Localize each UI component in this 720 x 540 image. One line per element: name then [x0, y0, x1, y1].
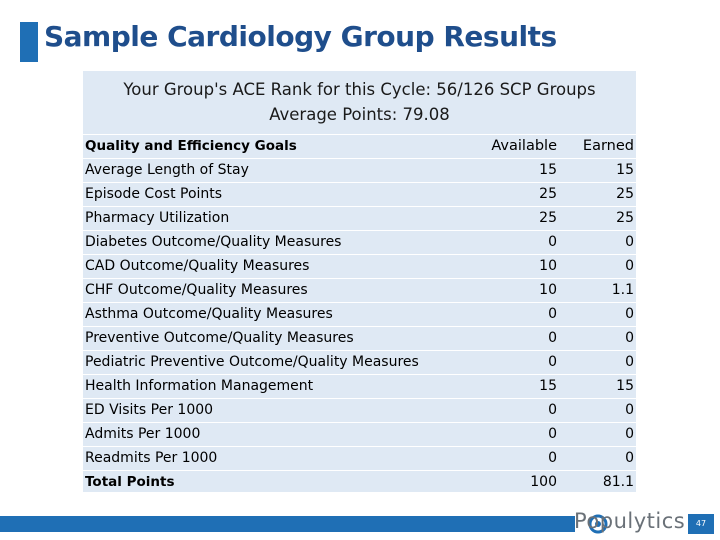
title-accent-bar: [20, 22, 38, 62]
earned-cell: 0: [625, 234, 634, 250]
available-cell: 0: [548, 330, 557, 346]
table-row: [83, 447, 636, 471]
total-row: [83, 471, 636, 494]
earned-cell: 25: [616, 186, 634, 202]
available-cell: 15: [539, 162, 557, 178]
table-row: [83, 255, 636, 279]
table-row: [83, 207, 636, 231]
earned-cell: 15: [616, 162, 634, 178]
table-row: [83, 375, 636, 399]
available-cell: 10: [539, 282, 557, 298]
available-cell: 10: [539, 258, 557, 274]
column-header-goals: Quality and Efficiency Goals: [85, 138, 297, 154]
table-row: [83, 159, 636, 183]
available-cell: 15: [539, 378, 557, 394]
goal-cell: CAD Outcome/Quality Measures: [85, 258, 310, 274]
table-row: [83, 327, 636, 351]
goal-cell: Health Information Management: [85, 378, 314, 394]
column-header-earned: Earned: [582, 138, 634, 154]
earned-cell: 0: [625, 354, 634, 370]
populytics-logo: Populytics: [574, 509, 686, 533]
table-row: [83, 303, 636, 327]
goal-cell: Readmits Per 1000: [85, 450, 218, 466]
available-cell: 0: [548, 450, 557, 466]
earned-cell: 0: [625, 306, 634, 322]
available-cell: 0: [548, 354, 557, 370]
goal-cell: Admits Per 1000: [85, 426, 201, 442]
table-row: [83, 399, 636, 423]
slide-title: Sample Cardiology Group Results: [44, 20, 557, 53]
total-earned: 81.1: [602, 474, 634, 490]
available-cell: 0: [548, 402, 557, 418]
rank-line: Your Group's ACE Rank for this Cycle: 56/126 SCP Groups: [123, 80, 596, 99]
available-cell: 0: [548, 234, 557, 250]
average-points-line: Average Points: 79.08: [269, 105, 450, 124]
table-row: [83, 231, 636, 255]
table-header-row: [83, 135, 636, 159]
goal-cell: Pediatric Preventive Outcome/Quality Measures: [85, 354, 419, 370]
goal-cell: Diabetes Outcome/Quality Measures: [85, 234, 342, 250]
available-cell: 0: [548, 306, 557, 322]
earned-cell: 0: [625, 450, 634, 466]
earned-cell: 15: [616, 378, 634, 394]
goal-cell: ED Visits Per 1000: [85, 402, 214, 418]
earned-cell: 0: [625, 426, 634, 442]
available-cell: 25: [539, 186, 557, 202]
earned-cell: 25: [616, 210, 634, 226]
column-header-available: Available: [491, 138, 557, 154]
available-cell: 0: [548, 426, 557, 442]
table-row: [83, 279, 636, 303]
table-row: [83, 423, 636, 447]
page-number: 47: [688, 514, 714, 534]
earned-cell: 0: [625, 330, 634, 346]
goal-cell: Pharmacy Utilization: [85, 210, 230, 226]
goal-cell: Preventive Outcome/Quality Measures: [85, 330, 354, 346]
table-row: [83, 351, 636, 375]
panel-header: [83, 71, 636, 135]
total-label: Total Points: [85, 474, 175, 490]
earned-cell: 1.1: [611, 282, 634, 298]
available-cell: 25: [539, 210, 557, 226]
earned-cell: 0: [625, 402, 634, 418]
results-panel: [83, 71, 636, 492]
goal-cell: CHF Outcome/Quality Measures: [85, 282, 308, 298]
goal-cell: Episode Cost Points: [85, 186, 223, 202]
goal-cell: Average Length of Stay: [85, 162, 249, 178]
table-row: [83, 183, 636, 207]
earned-cell: 0: [625, 258, 634, 274]
goal-cell: Asthma Outcome/Quality Measures: [85, 306, 333, 322]
total-available: 100: [530, 474, 557, 490]
footer-accent-bar: [0, 516, 575, 532]
